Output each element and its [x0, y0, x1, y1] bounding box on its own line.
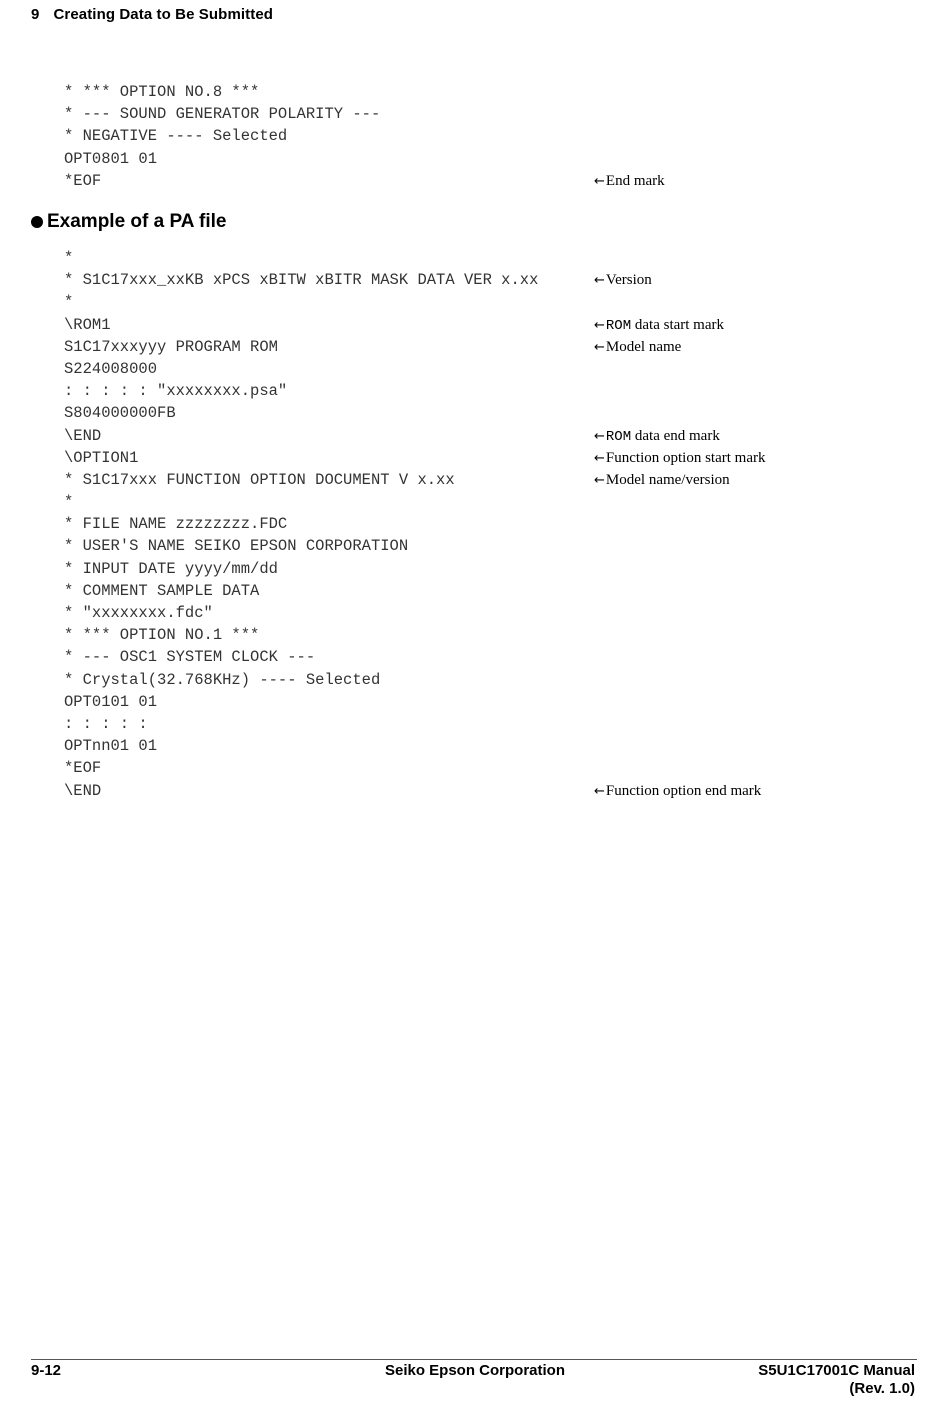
- annotation-text: Function option end mark: [605, 782, 762, 799]
- code-text: *EOF: [64, 759, 102, 778]
- option-code-block: [64, 81, 665, 192]
- code-text: S224008000: [64, 359, 158, 378]
- code-text: *EOF: [64, 171, 102, 190]
- chapter-number: 9: [31, 6, 40, 23]
- code-line: [64, 247, 538, 269]
- code-line: [64, 402, 538, 424]
- code-text: * --- OSC1 SYSTEM CLOCK ---: [64, 648, 316, 667]
- code-line: [64, 602, 538, 624]
- left-arrow-icon: ←: [594, 450, 605, 466]
- annotation-text: Function option start mark: [605, 449, 766, 466]
- code-line: [64, 291, 538, 313]
- code-line: [64, 81, 380, 103]
- annotation: [594, 469, 730, 492]
- section-heading: [31, 211, 227, 233]
- code-text: \ROM1: [64, 315, 111, 334]
- code-line: [64, 580, 538, 602]
- annotation-text: Version: [605, 272, 652, 289]
- code-text: * *** OPTION NO.1 ***: [64, 626, 260, 645]
- code-line: [64, 103, 380, 125]
- code-line: [64, 757, 538, 779]
- annotation-text: Model name/version: [605, 471, 730, 488]
- code-text: *: [64, 493, 74, 512]
- chapter-title: Creating Data to Be Submitted: [53, 6, 274, 23]
- annotation-text: End mark: [605, 172, 665, 189]
- footer-divider: [31, 1359, 917, 1360]
- annotation: [594, 269, 652, 292]
- annotation: [594, 447, 765, 470]
- code-text: * S1C17xxx_xxKB xPCS xBITW xBITR MASK DATA VER x.xx: [64, 271, 539, 290]
- annotation-text: data start mark: [631, 316, 725, 333]
- footer-page-number: 9-12: [31, 1362, 62, 1379]
- code-text: * "xxxxxxxx.fdc": [64, 604, 213, 622]
- annotation: [594, 780, 761, 803]
- annotation: [594, 170, 665, 193]
- footer-manual-info: [758, 1362, 915, 1398]
- code-text: * COMMENT SAMPLE DATA: [64, 581, 260, 600]
- code-text: * *** OPTION NO.8 ***: [64, 83, 260, 101]
- code-line: [64, 780, 762, 802]
- footer-manual-title: S5U1C17001C Manual: [758, 1362, 915, 1379]
- footer-revision: (Rev. 1.0): [849, 1380, 915, 1397]
- code-line: [64, 269, 652, 291]
- code-line: [64, 447, 766, 469]
- code-text: S804000000FB: [64, 404, 176, 423]
- code-text: * INPUT DATE yyyy/mm/dd: [64, 559, 278, 578]
- bullet-icon: [31, 216, 43, 228]
- code-text: *: [64, 293, 74, 312]
- code-text: \OPTION1: [64, 448, 139, 467]
- left-arrow-icon: ←: [594, 472, 605, 488]
- code-line: [64, 170, 665, 192]
- code-line: [64, 624, 538, 646]
- code-line: [64, 669, 538, 691]
- code-text: *: [64, 249, 74, 267]
- pa-file-code-block: [64, 247, 766, 802]
- left-arrow-icon: ←: [594, 339, 605, 355]
- code-line: [64, 336, 682, 358]
- code-text: OPT0101 01: [64, 692, 158, 711]
- code-line: [64, 314, 725, 336]
- code-line: [64, 469, 730, 491]
- code-line: [64, 380, 538, 402]
- footer-company: Seiko Epson Corporation: [384, 1362, 565, 1379]
- code-line: [64, 558, 538, 580]
- left-arrow-icon: ←: [594, 273, 605, 289]
- left-arrow-icon: ←: [594, 317, 605, 333]
- code-text: * --- SOUND GENERATOR POLARITY ---: [64, 105, 381, 124]
- code-line: [64, 148, 380, 170]
- page-header: [31, 6, 273, 23]
- code-text: * FILE NAME zzzzzzzz.FDC: [64, 515, 288, 534]
- code-line: [64, 646, 538, 668]
- code-text: S1C17xxxyyy PROGRAM ROM: [64, 337, 278, 356]
- code-line: [64, 425, 720, 447]
- code-line: [64, 358, 538, 380]
- code-text: \END: [64, 426, 102, 445]
- code-text: OPT0801 01: [64, 149, 158, 168]
- code-line: [64, 491, 538, 513]
- annotation: [594, 336, 681, 359]
- code-line: [64, 513, 538, 535]
- annotation-mono-text: ROM: [605, 317, 632, 334]
- annotation-mono-text: ROM: [605, 428, 632, 445]
- code-text: \END: [64, 781, 102, 800]
- code-text: : : : : :: [64, 714, 148, 733]
- annotation: [594, 314, 724, 337]
- annotation: [594, 425, 720, 448]
- code-text: OPTnn01 01: [64, 737, 158, 756]
- code-text: : : : : : "xxxxxxxx.psa": [64, 382, 288, 401]
- code-text: * S1C17xxx FUNCTION OPTION DOCUMENT V x.xx: [64, 470, 455, 489]
- code-line: [64, 691, 538, 713]
- annotation-text: data end mark: [631, 427, 720, 444]
- code-text: * Crystal(32.768KHz) ---- Selected: [64, 670, 381, 689]
- code-text: * USER'S NAME SEIKO EPSON CORPORATION: [64, 537, 409, 556]
- code-line: [64, 713, 538, 735]
- annotation-text: Model name: [605, 338, 682, 355]
- section-title: Example of a PA file: [47, 211, 227, 232]
- code-line: [64, 125, 380, 147]
- code-text: * NEGATIVE ---- Selected: [64, 127, 288, 146]
- left-arrow-icon: ←: [594, 428, 605, 444]
- code-line: [64, 535, 538, 557]
- left-arrow-icon: ←: [594, 173, 605, 189]
- left-arrow-icon: ←: [594, 783, 605, 799]
- code-line: [64, 735, 538, 757]
